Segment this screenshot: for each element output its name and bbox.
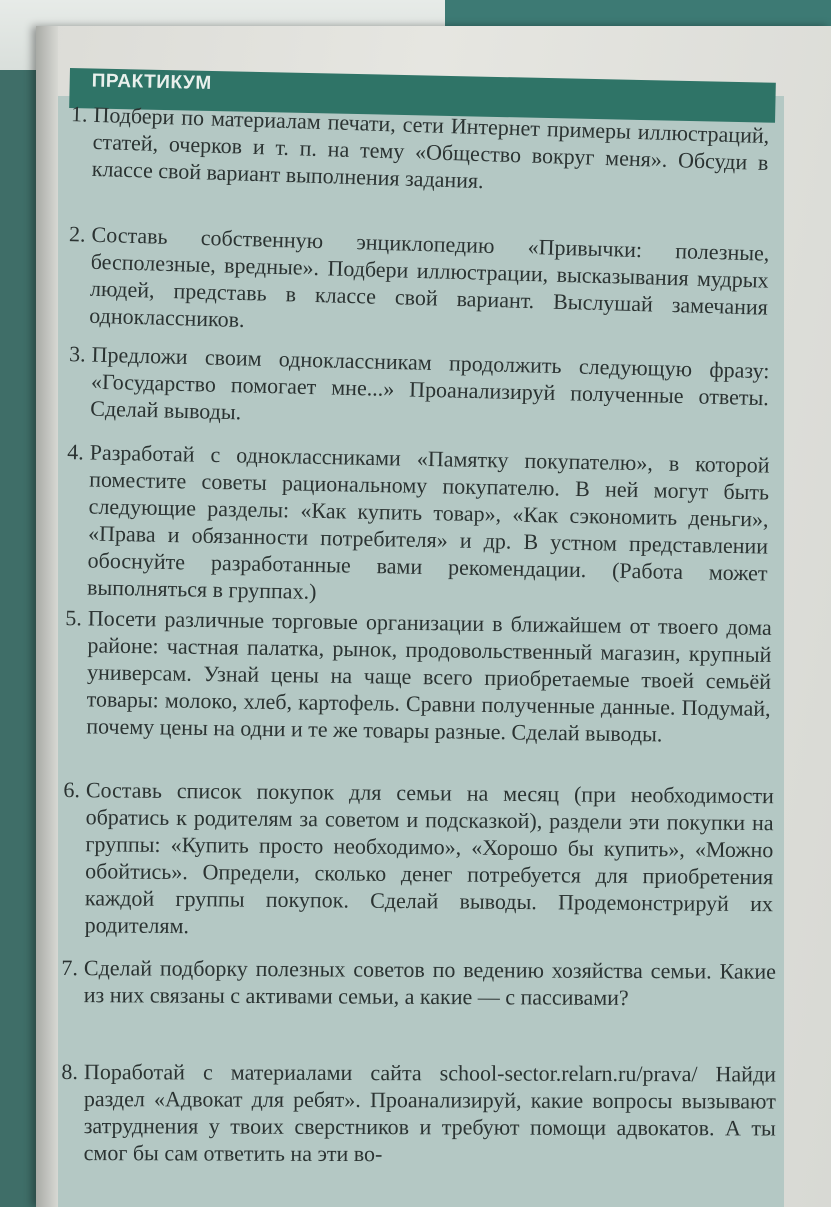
task-text: Поработай с материалами сайта school-sector.relarn.ru/prava/ Найди раздел «Адвокат для ребят». Проанализируй, какие вопросы вызывают затруднения у твоих сверстников и требуют помощи адвокатов. А ты смог бы сам ответить на эти во- bbox=[83, 1059, 776, 1167]
task-number: 4. bbox=[66, 439, 84, 465]
task-text: Подбери по материалам печати, сети Интернет примеры иллюстраций, статей, очерков и т. п. на тему «Общество вокруг меня». Обсуди в классе свой вариант выполнения задания. bbox=[91, 101, 770, 194]
task-number: 1. bbox=[70, 101, 88, 127]
task-text: Разработай с одноклассниками «Памятку покупателю», в которой поместите советы рациональному покупателю. В ней могут быть следующие разделы: «Как купить товар», «Как сэкономить деньги», «Права и обязанности потребителя» и др. В устном представлении обоснуйте разработанные вами рекомендации. (Работа может выполняться в группах.) bbox=[86, 439, 770, 604]
task-number: 5. bbox=[65, 605, 82, 631]
page-gutter-shadow bbox=[36, 26, 58, 1207]
task-text: Составь список покупок для семьи на месяц (при необходимости обратись к родителям за советом и подсказкой), раздели эти покупки на группы: «Купить просто необходимо», «Хорошо бы купить», «Можно обойтись». Определи, сколько денег потребуется для приобретения каждой группы покупок. Сделай выводы. Продемонстрируй их родителям. bbox=[84, 777, 774, 939]
task-number: 2. bbox=[68, 221, 86, 247]
task-number: 7. bbox=[61, 955, 78, 981]
task-number: 3. bbox=[68, 341, 86, 367]
task-text: Составь собственную энциклопедию «Привычки: полезные, бесполезные, вредные». Подбери иллюстрации, высказывания мудрых людей, представь в классе свой вариант. Выслушай замечания одноклассников. bbox=[89, 221, 770, 333]
task-number: 6. bbox=[63, 777, 80, 803]
task-number: 8. bbox=[61, 1059, 78, 1085]
task-text: Посети различные торговые организации в ближайшем от твоего дома районе: частная палатка, рынок, продовольственный магазин, крупный универсам. Узнай цены на чаще всего приобретаемые твоей семьёй товары: молоко, хлеб, картофель. Сравни полученные данные. Подумай, почему цены на одни и те же товары разные. Сделай выводы. bbox=[86, 605, 772, 747]
task-text: Предложи своим одноклассникам продолжить следующую фразу: «Государство помогает мне...» Проанализируй полученные ответы. Сделай выводы. bbox=[90, 341, 770, 425]
practicum-title: ПРАКТИКУМ bbox=[91, 70, 212, 94]
task-text: Сделай подборку полезных советов по ведению хозяйства семьи. Какие из них связаны с активами семьи, а какие — с пассивами? bbox=[83, 955, 776, 1010]
